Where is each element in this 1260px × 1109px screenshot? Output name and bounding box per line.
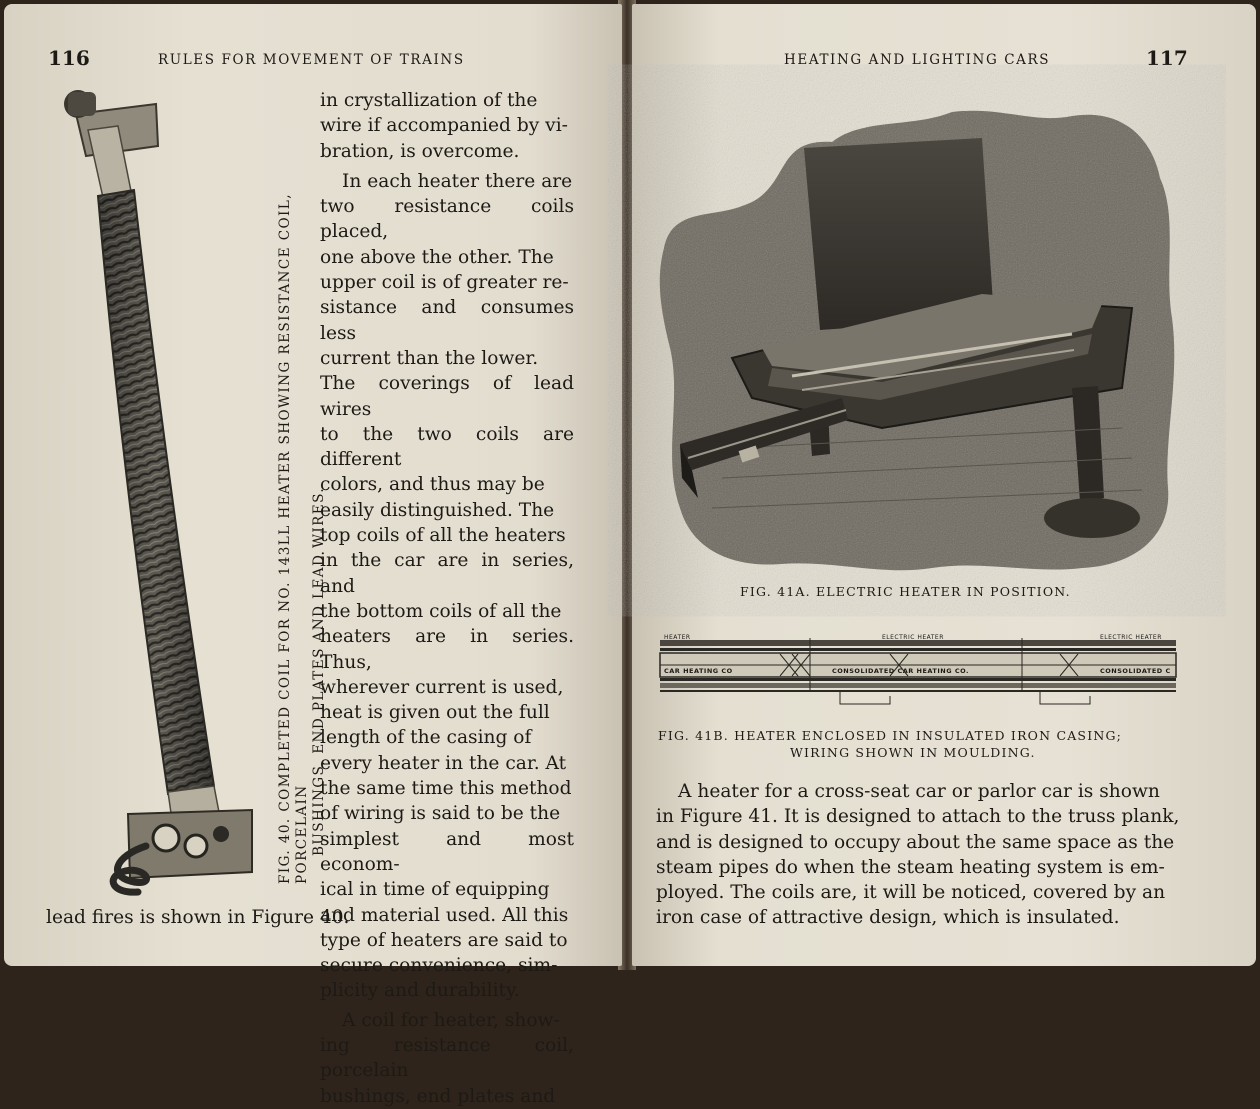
text-line: A coil for heater, show- (342, 1009, 560, 1031)
text-line: The coverings of lead wires (320, 373, 574, 420)
figure-41a-caption: FIG. 41A. ELECTRIC HEATER IN POSITION. (740, 584, 1071, 599)
text-line: wire if accompanied by vi- (320, 115, 568, 137)
text-line: bration, is overcome. (320, 140, 520, 162)
left-last-line: lead fires is shown in Figure 40. (46, 907, 350, 928)
text-line: heat is given out the full (320, 702, 550, 724)
text-line: simplest and most econom- (320, 828, 574, 875)
text-line: plicity and durability. (320, 980, 520, 1002)
text-line: bushings, end plates and (320, 1085, 556, 1107)
page-number-left: 116 (48, 46, 90, 70)
left-body-column (320, 88, 574, 1109)
figure-41b-caption-line-2: WIRING SHOWN IN MOULDING. (790, 745, 1036, 760)
text-line: sistance and consumes less (320, 297, 574, 344)
text-line: in the car are in series, and (320, 550, 574, 597)
text-line: to the two coils are different (320, 423, 574, 471)
figure-40-caption-line-2: BUSHINGS, END PLATES AND LEAD WIRES. (311, 486, 327, 856)
text-line: in Figure 41. It is designed to attach to the truss plank, (656, 806, 1180, 828)
right-page (632, 4, 1256, 966)
text-line: of wiring is said to be the (320, 803, 561, 825)
casing-label-right: CONSOLIDATED C (1100, 667, 1171, 675)
casing-label-top-right: ELECTRIC HEATER (1100, 634, 1162, 641)
text-line: two resistance coils placed, (320, 196, 574, 243)
text-line: easily distinguished. The (320, 499, 555, 521)
casing-label-mid: CONSOLIDATED CAR HEATING CO. (832, 667, 969, 675)
text-line: and material used. All this (320, 904, 569, 926)
text-line: ployed. The coils are, it will be noticed, covered by an (656, 882, 1166, 904)
left-page (4, 4, 622, 1107)
text-line: and is designed to occupy about the same space as the (656, 831, 1175, 853)
text-line: colors, and thus may be (320, 474, 545, 496)
text-line: top coils of all the heaters (320, 525, 566, 547)
right-body-paragraph (656, 779, 1180, 931)
figure-40-caption (272, 90, 327, 884)
text-line: type of heaters are said to (320, 929, 568, 951)
text-line: ical in time of equipping (320, 879, 550, 901)
text-line: one above the other. The (320, 246, 554, 268)
text-line: ing resistance coil, porcelain (320, 1034, 574, 1082)
text-line: the same time this method (320, 778, 572, 800)
text-line: length of the casing of (320, 727, 532, 749)
figure-40-coil-illustration (46, 86, 286, 906)
running-head-left: RULES FOR MOVEMENT OF TRAINS (158, 52, 465, 68)
casing-label-left: CAR HEATING CO (664, 667, 733, 675)
page-number-right: 117 (1146, 46, 1188, 70)
casing-label-top-left: HEATER (664, 634, 691, 641)
text-line: A heater for a cross-seat car or parlor car is shown (678, 781, 1160, 802)
running-head-right: HEATING AND LIGHTING CARS (784, 52, 1051, 68)
heater-in-position-drawing (652, 98, 1182, 578)
figure-41a-heater-photo (652, 98, 1182, 578)
text-line: the bottom coils of all the (320, 600, 562, 622)
text-line: secure convenience, sim- (320, 955, 558, 977)
coil-drawing (46, 86, 286, 906)
figure-41b-caption-line-1: FIG. 41B. HEATER ENCLOSED IN INSULATED IRON CASING; (658, 728, 1123, 743)
text-line: heaters are in series. Thus, (320, 626, 574, 673)
text-line: steam pipes do when the steam heating system is em- (656, 856, 1165, 878)
text-line: iron case of attractive design, which is insulated. (656, 907, 1120, 929)
text-line: wherever current is used, (320, 676, 564, 698)
casing-label-top-mid: ELECTRIC HEATER (882, 634, 944, 641)
text-line: In each heater there are (342, 170, 573, 192)
text-line: every heater in the car. At (320, 752, 567, 774)
text-line: in crystallization of the (320, 90, 538, 111)
figure-40-caption-line-1: FIG. 40. COMPLETED COIL FOR NO. 143LL HEATER SHOWING RESISTANCE COIL, PORCELAIN (277, 193, 310, 884)
text-line: upper coil is of greater re- (320, 272, 569, 294)
text-line: current than the lower. (320, 347, 539, 369)
figure-41b-heater-casing-diagram (660, 634, 1176, 712)
